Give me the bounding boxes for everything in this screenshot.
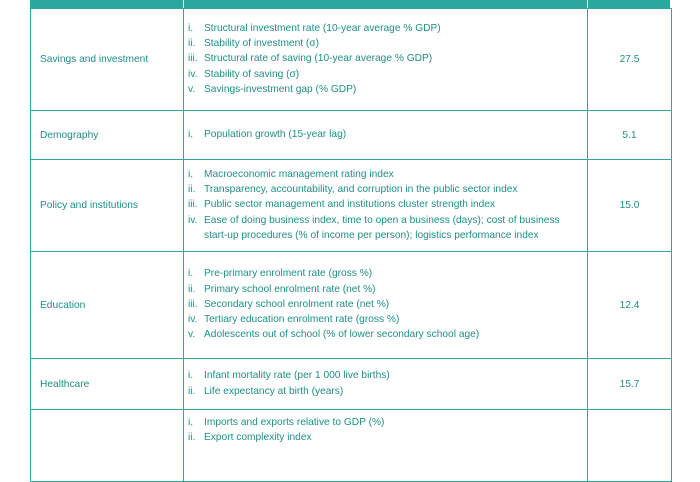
indicator-number: i. (188, 22, 194, 34)
indicator-text: Life expectancy at birth (years) (204, 385, 344, 397)
indicator-list (188, 167, 583, 243)
category-cell: Healthcare (31, 359, 184, 410)
indicator-number: i. (188, 268, 194, 280)
indicator-item (188, 266, 583, 281)
indicator-item (188, 384, 583, 399)
indicator-item (188, 312, 583, 327)
indicator-cell (184, 359, 588, 410)
indicator-number: iii. (188, 199, 198, 211)
indicator-text: Savings-investment gap (% GDP) (204, 83, 357, 95)
indicator-text: Public sector management and institutions cluster strength index (204, 199, 496, 211)
indicator-list (188, 368, 583, 398)
indicator-number: i. (188, 417, 194, 428)
indicator-number: i. (188, 128, 194, 140)
table-row (31, 9, 672, 111)
indicator-text: Adolescents out of school (% of lower secondary school age) (204, 329, 480, 341)
category-cell: Education (31, 252, 184, 359)
indicator-number: iii. (188, 53, 198, 65)
table-row (31, 111, 672, 160)
indicator-cell (184, 410, 588, 482)
weight-value-cell: 12.4 (588, 252, 672, 359)
table-body (31, 9, 672, 482)
indicator-item (188, 51, 583, 66)
indicator-text: Secondary school enrolment rate (net %) (204, 298, 390, 310)
indicator-number: v. (188, 83, 196, 95)
category-cell: Savings and investment (31, 9, 184, 111)
indicator-item (188, 213, 583, 228)
table-row (31, 160, 672, 252)
category-cell: Policy and institutions (31, 160, 184, 252)
indicator-text: Tertiary education enrolment rate (gross %) (204, 314, 400, 326)
indicator-item (188, 297, 583, 312)
weight-value-cell: 15.7 (588, 359, 672, 410)
indicator-number: i. (188, 370, 194, 382)
indicator-item (188, 282, 583, 297)
weight-value-cell: 5.1 (588, 111, 672, 160)
indicator-item (188, 21, 583, 36)
indicator-text: Imports and exports relative to GDP (%) (204, 417, 385, 428)
header-divider (587, 0, 588, 8)
weight-value-cell: 27.5 (588, 9, 672, 111)
weight-value-cell (588, 410, 672, 482)
table-row (31, 410, 672, 482)
header-divider (183, 0, 184, 8)
indicator-number: ii. (188, 184, 196, 196)
indicator-text: Structural rate of saving (10-year average % GDP) (204, 53, 433, 65)
indicator-text: start-up procedures (% of income per person); logistics performance index (204, 229, 539, 241)
indicator-text: Ease of doing business index, time to open a business (days); cost of business (204, 214, 560, 226)
weight-value-cell: 15.0 (588, 160, 672, 252)
indicator-number: iii. (188, 298, 198, 310)
table-row (31, 359, 672, 410)
indicator-cell (184, 9, 588, 111)
indicator-text: Transparency, accountability, and corruption in the public sector index (204, 184, 518, 196)
table-row (31, 252, 672, 359)
indicator-cell (184, 111, 588, 160)
indicator-number: ii. (188, 385, 196, 397)
indicator-list (188, 415, 583, 445)
indicator-text: Pre-primary enrolment rate (gross %) (204, 268, 373, 280)
indicator-item (188, 36, 583, 51)
indicator-text: Structural investment rate (10-year average % GDP) (204, 22, 441, 34)
indicator-number: iv. (188, 68, 198, 80)
indicator-item (188, 82, 583, 97)
indicator-number: ii. (188, 432, 196, 444)
indicator-cell (184, 160, 588, 252)
indicator-cell (184, 252, 588, 359)
table-header-bar (30, 0, 670, 8)
indicator-text: Export complexity index (204, 432, 312, 444)
indicator-item (188, 415, 583, 430)
indicator-list (188, 21, 583, 97)
indicator-number: iv. (188, 214, 198, 226)
indicator-number (188, 228, 204, 243)
indicator-item (188, 182, 583, 197)
indicator-number: v. (188, 329, 196, 341)
indicator-number: i. (188, 168, 194, 180)
indicator-item (188, 327, 583, 342)
indicator-text: Stability of saving (σ) (204, 68, 300, 80)
indicator-item (188, 197, 583, 212)
indicator-item (188, 127, 583, 142)
indicator-number: ii. (188, 38, 196, 50)
indicator-item (188, 67, 583, 82)
indicator-table (30, 8, 672, 482)
indicator-item (188, 368, 583, 383)
indicator-item (188, 228, 583, 243)
indicator-text: Stability of investment (σ) (204, 38, 319, 50)
indicator-text: Infant mortality rate (per 1 000 live births) (204, 370, 390, 382)
indicator-item (188, 167, 583, 182)
category-cell (31, 410, 184, 482)
indicator-text: Population growth (15-year lag) (204, 128, 347, 140)
indicator-list (188, 266, 583, 342)
indicator-number: ii. (188, 283, 196, 295)
category-cell: Demography (31, 111, 184, 160)
indicator-list (188, 127, 583, 142)
indicator-text: Macroeconomic management rating index (204, 168, 394, 180)
indicator-text: Primary school enrolment rate (net %) (204, 283, 376, 295)
indicator-item (188, 430, 583, 445)
indicator-number: iv. (188, 314, 198, 326)
